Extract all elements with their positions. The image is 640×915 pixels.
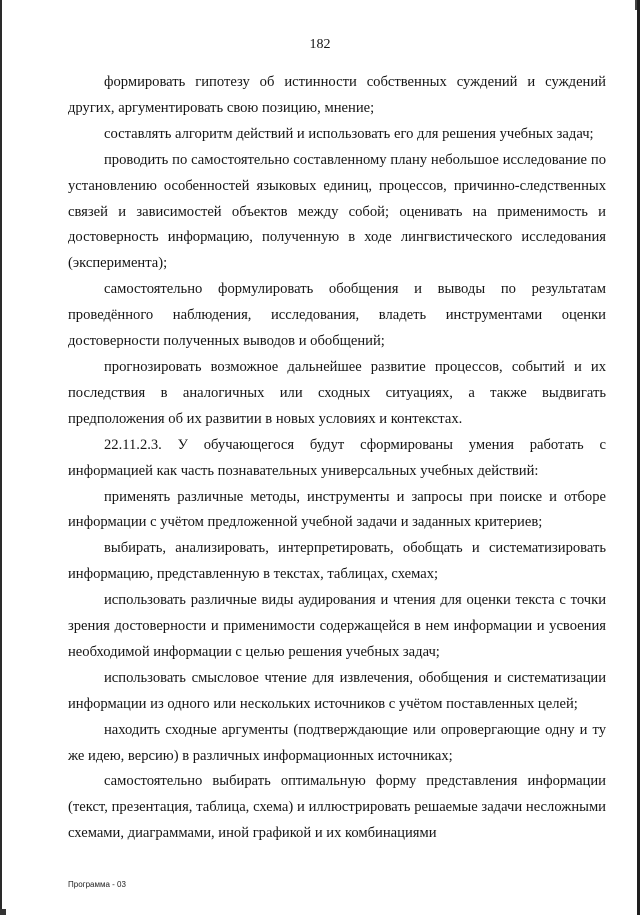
paragraph-semantic-reading: использовать смысловое чтение для извлечения, обобщения и систематизации информации из одного или нескольких источников с учётом поставленных целей; bbox=[68, 669, 606, 712]
scan-edge-right-top bbox=[635, 0, 637, 10]
paragraph-research: проводить по самостоятельно составленному плану небольшое исследование по установлению особенностей языковых единиц, процессов, причинно-следственных связей и зависимостей объектов между собой; оценивать на применимость и достоверность информацию, полученную в ходе лингвистического исследования (эксперимента); bbox=[68, 151, 606, 272]
footer-program-label: Программа - 03 bbox=[68, 880, 126, 889]
paragraph-search-methods: применять различные методы, инструменты и запросы при поиске и отборе информации с учётом предложенной учебной задачи и заданных критериев; bbox=[68, 488, 606, 531]
scan-edge-bottom-left bbox=[0, 909, 6, 915]
paragraph-generalizations: самостоятельно формулировать обобщения и выводы по результатам проведённого наблюдения, исследования, владеть инструментами оценки достоверности полученных выводов и обобщений; bbox=[68, 281, 606, 350]
paragraph-forecast: прогнозировать возможное дальнейшее развитие процессов, событий и их последствия в аналогичных или сходных ситуациях, а также выдвигать предположения об их развитии в новых условиях и контекстах. bbox=[68, 358, 606, 427]
paragraph-representation: самостоятельно выбирать оптимальную форму представления информации (текст, презентация, таблица, схема) и иллюстрировать решаемые задачи несложными схемами, диаграммами, иной графикой и их комбинациями bbox=[68, 773, 606, 842]
paragraph-arguments: находить сходные аргументы (подтверждающие или опровергающие одну и ту же идею, версию) в различных информационных источниках; bbox=[68, 721, 606, 764]
scan-edge-left bbox=[0, 0, 2, 915]
paragraph-listening-reading: использовать различные виды аудирования и чтения для оценки текста с точки зрения достоверности и применимости содержащейся в нем информации и усвоения необходимой информации с целью решения учебных задач; bbox=[68, 592, 606, 660]
page-number: 182 bbox=[309, 37, 331, 52]
paragraph-analyze: выбирать, анализировать, интерпретировать, обобщать и систематизировать информацию, представленную в текстах, таблицах, схемах; bbox=[68, 540, 606, 583]
paragraph-algorithm: составлять алгоритм действий и использовать его для решения учебных задач; bbox=[104, 125, 594, 142]
document-body bbox=[68, 70, 606, 847]
paragraph-section-22-11-2-3: 22.11.2.3. У обучающегося будут сформированы умения работать с информацией как часть познавательных универсальных учебных действий: bbox=[68, 436, 606, 479]
paragraph-hypothesis: формировать гипотезу об истинности собственных суждений и суждений других, аргументировать свою позицию, мнение; bbox=[68, 74, 606, 116]
